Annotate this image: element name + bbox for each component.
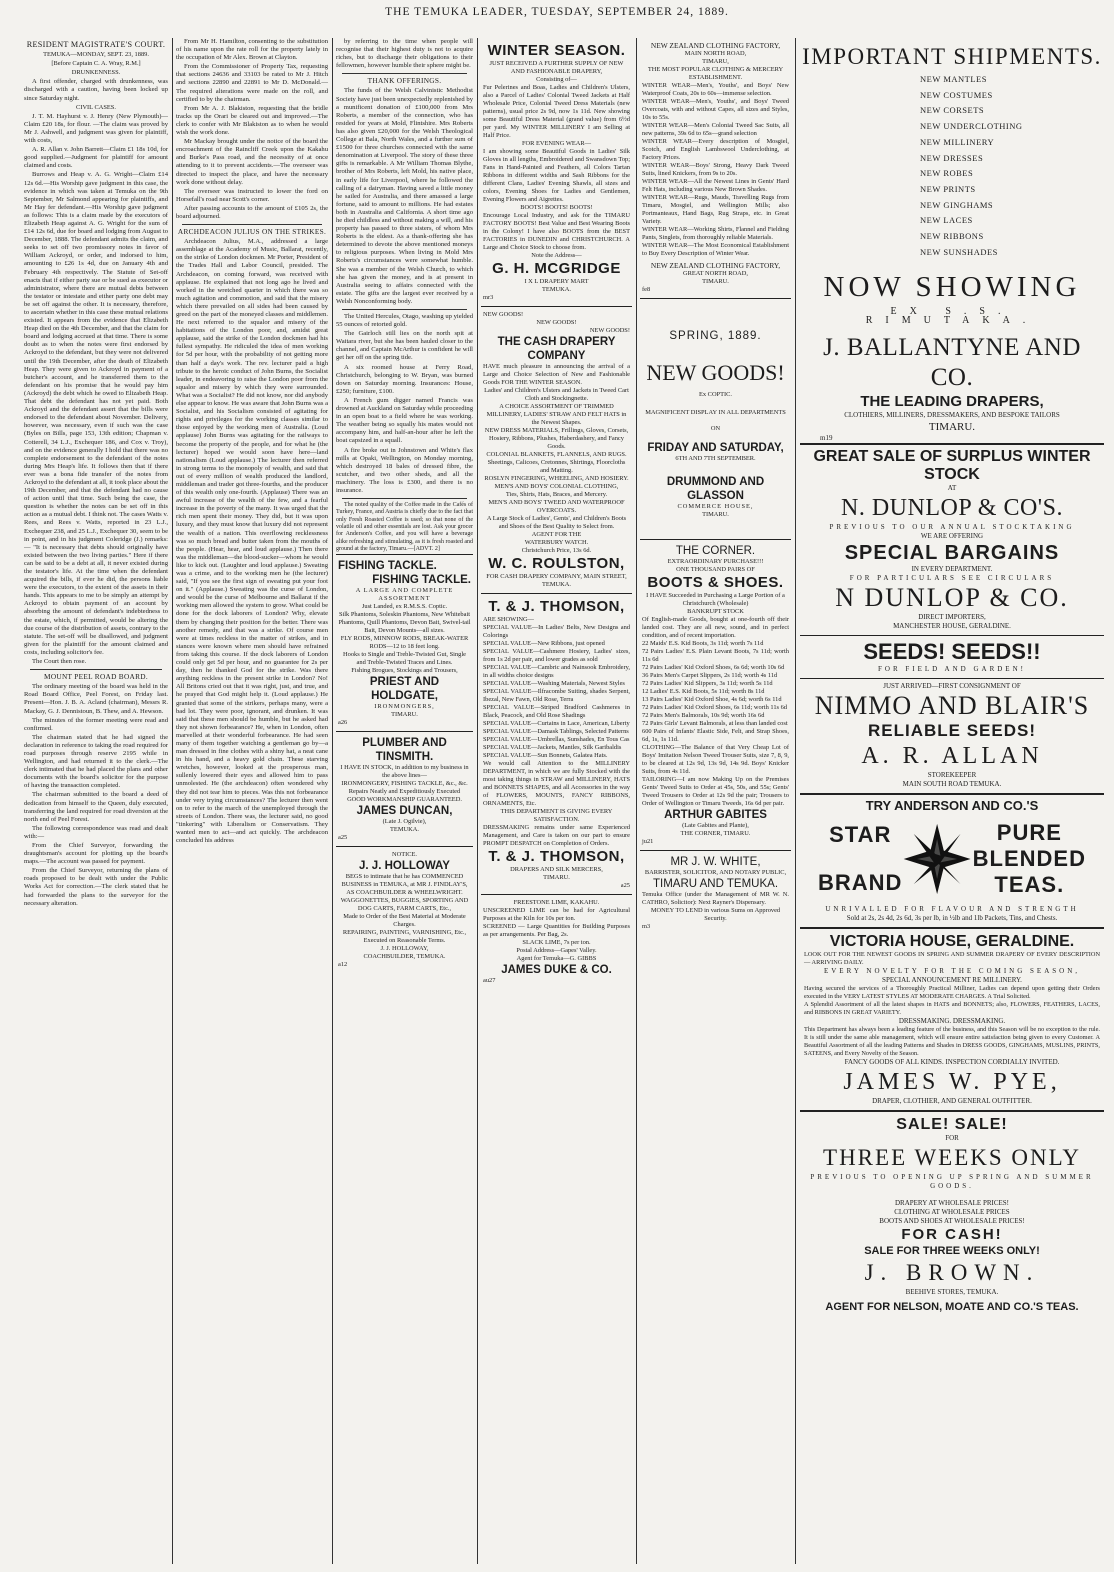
advert-line: TEMUKA. [542,286,571,293]
advert-line: DIRECT IMPORTERS, [918,612,986,621]
divider [342,73,467,74]
paragraph: The United Hercules, Otago, washing up yielded 55 ounces of retorted gold. [336,313,473,329]
advert-line: SPECIAL VALUE—Damask Tablings, Selected Patterns [483,728,629,735]
advert-spring [640,298,791,539]
paragraph: A. R. Allan v. John Barrett—Claim £1 18s 10d, for good supplied.—Judgment for plaintiff for amount claimed and costs. [24,146,168,170]
advert-line: WINTER WEAR—Working Shirts, Flannel and Fielding Pants, Singlets, from thoroughly reliable Materials. [642,226,789,241]
section-heading: ARCHDEACON JULIUS ON THE STRIKES. [177,227,327,237]
advert-line: I am showing some Beautiful Goods in Ladies' Silk Gloves in all lengths, Embroidered and Swansdown Top; Fans in Hand-Painted and Feathers, all Colors Tartan Ribbons in different widths and Sash Ribbons for the different Clans, Ladies' Evening Shawls, all sizes and colors, Evening Shoes for Ladies and Gentlemen, Evening Flowers and Aigrettes. [483,148,630,203]
advert-title: BOOTS & SHOES. [647,574,784,591]
price-line: 12 Ladies' E.S. Kid Boots, 5s 11d; worth 8s 11d [642,688,765,695]
column-rule [636,38,637,1564]
advert-lime [481,894,632,989]
advertiser-name: T. & J. THOMSON, [488,848,625,865]
paragraph: The ordinary meeting of the board was held in the Road Board Office, Peel Forest, on Friday last. Present—Hon. J. B. A. Acland (chairman), Messrs R. Mackay, G. J. Dennistoun, B. Thew, and A. Hewson. [24,683,168,715]
advert-line: MEN'S AND BOYS' COLONIAL CLOTHING, [494,483,619,490]
advert-line: DRAPERS AND SILK MERCERS, [510,866,603,873]
advert-line: ONE THOUSAND PAIRS OF [676,566,755,573]
advert-line: FOR [945,1133,959,1142]
advert-word: BLENDED [972,845,1086,871]
advert-line: PREVIOUS TO OUR ANNUAL STOCKTAKING [829,522,1075,531]
advert-line: THE CORNER, TIMARU. [680,830,751,837]
list-item: NEW ROBES [920,168,974,179]
price-line: 72 Pairs Ladies' Kid Slippers, 3s 11d; worth 5s 11d [642,680,773,687]
paragraph: J. T. M. Hayhurst v. J. Henry (New Plymouth)—Claim £20 18s, for flour. —The claim was proved by Mr J. Ashwell, and judgment was given for plaintiff, with costs, [24,112,168,145]
advert-word: STAR [829,821,892,847]
advert-line: TIMARU AND TEMUKA. [652,878,779,890]
divider [342,498,467,499]
advertiser-name: J. BALLANTYNE AND CO. [823,333,1081,391]
advert-code: mr3 [483,294,494,301]
advert-title: THE CORNER. [675,545,756,557]
advert-line: ON [710,425,721,432]
advert-line: Made to Order of the Best Material at Moderate Charges. [343,913,466,929]
advert-line: SPECIAL VALUE—Cashmere Hosiery, Ladies' sizes, from 1s 2d per pair, and lower grades as sold [483,648,630,663]
advert-word: TEAS. [994,871,1065,897]
advert-line: NEW DRESS MATERIALS, Frillings, Gloves, Corsets, Hosiery, Ribbons, Plushes, Haberdashery, and Fancy Goods. [484,427,629,450]
advert-title: FISHING TACKLE. [338,560,437,573]
paragraph: From the Chief Surveyor, returning the plans of roads proposed to be dealt with under the Public Works Act for correction.—The clerk stated that he had forwarded the plans to the surveyor for the necessary alteration. [24,867,168,907]
advert-line: DRAPERY AT WHOLESALE PRICES! [894,1198,1010,1207]
advert-title: SEEDS! SEEDS!! [863,638,1041,664]
advert-title: PLUMBER AND TINSMITH. [362,737,447,764]
advert-line: Of English-made Goods, bought at one-fourth off their landed cost. They are all new, sound, and in perfect condition, and of recent importation. [642,616,789,639]
advert-title: FOR CASH! [901,1225,1003,1243]
advert-code: a25 [338,834,348,842]
advert-title: WINTER SEASON. [487,42,626,59]
paragraph: The overseer was instructed to lower the ford on Horsefall's road near Scott's corner. [176,187,328,203]
advert-line: CLOTHING AT WHOLESALE PRICES [894,1207,1010,1216]
advert-line: SPECIAL VALUE—Curtains in Lace, American, Liberty [483,720,630,727]
advert-code: m3 [642,923,651,930]
paragraph: The minutes of the former meeting were read and confirmed. [24,716,168,732]
advert-line: DRESSMAKING. DRESSMAKING. [898,1016,1006,1025]
tea-left [818,822,902,896]
advert-line: WINTER WEAR—All the Newest Lines in Gents' Hard Felt Hats, including various New Brown Shades. [642,178,789,193]
advert-title: AGENT FOR NELSON, MOATE AND CO.'S TEAS. [825,1300,1079,1313]
advertiser-name: JAMES W. PYE, [843,1068,1061,1095]
advert-line: NOTICE. [391,851,418,859]
advert-line: I HAVE IN STOCK, in addition to my business in the above lines— [340,764,469,780]
advert-line: ARE SHOWING— [483,616,534,623]
advert-line: TIMARU. [928,420,976,433]
advert-line: BEEHIVE STORES, TEMUKA. [905,1287,999,1296]
section-heading: RESIDENT MAGISTRATE'S COURT. [26,40,166,49]
advert-line: SPECIAL VALUE—New Ribbons, just opened [483,640,605,647]
advert-fishing-tackle [336,554,473,731]
advertiser-name: JAMES DUKE & CO. [501,964,612,976]
paragraph: The chairman stated that he had signed the declaration in reference to taking the road required for road purposes through reserve 2195 while in Wellington, and had returned it to the clerk.—The clerk intimated that he had placed the plans and other documents with the board's solicitor for the purpose of having the transaction completed. [24,733,168,790]
advert-line: MAIN SOUTH ROAD TEMUKA. [902,779,1002,788]
advert-word: BRAND [818,869,903,895]
price-line: 22 Maids' E.S. Kid Boots, 3s 11d; worth 7s 11d [642,640,764,647]
advert-title: THREE WEEKS ONLY [823,1144,1081,1170]
advert-title: NOW SHOWING [823,271,1081,304]
advertiser-name: J. BROWN. [864,1259,1040,1285]
advert-plumber [336,731,473,846]
advert-the-corner [640,539,791,850]
advert-line: MONEY TO LEND in various Sums on Approved Security. [650,907,781,922]
advert-line: WE ARE OFFERING [920,531,984,540]
advert-line: SPECIAL VALUE—Jackets, Mantles, Silk Garibaldis [483,744,622,751]
dateline: TEMUKA—MONDAY, SEPT. 23, 1889. [43,51,149,59]
advert-line: FOR EVENING WEAR— [521,140,592,147]
advert-line: (Late Gabites and Plante), [682,822,749,829]
paragraph: The following correspondence was read and dealt with:— [24,824,168,840]
advert-title: FREESTONE LIME, KAKAHU. [513,899,600,906]
advert-title: NEW GOODS! [646,360,785,385]
advert-line: Having secured the services of a Thoroughly Practical Milliner, Ladies can depend upon getting their Orders executed in the VERY LATEST STYLES AT MODERATE CHARGES. A Trial Solicited. [804,984,1100,1000]
column-rule [172,38,173,1564]
column-6 [800,38,1104,1566]
advert-line: MAIN NORTH ROAD, [684,50,747,57]
advert-code: a12 [338,961,348,969]
advert-line: 6TH AND 7TH SEPTEMBER. [675,455,756,462]
advert-code: a25 [620,882,630,889]
advert-line: WINTER WEAR—Rugs, Mauds, Travelling Rugs from Timaru, Mosgiel, and Wellington Mills; also Portmanteaux, Hand Bags, Rug Straps, etc. in Great Variety. [642,194,789,225]
column-3 [336,38,473,1566]
advert-holloway [336,846,473,973]
advert-line: UNSCREENED LIME can be had for Agricultural Purposes at the Kiln for 10s per ton. [483,907,630,922]
paragraph: Burrows and Heap v. A. G. Wright—Claim £14 12s 6d.—His Worship gave judgment in this case, the evidence in which was taken at Temuka on the 9th September, Mr Salmond appearing for plaintiffs, and Mr Hay fer defendant.—His Worship gave judgment as follows: This is a claim made by the executors of Elizabeth Heap against A. G. Wright for the sum of £14 12s 6d, due for board and lodging from August to December, 1888. The defendant admits the claim, and seeks to set off two promissory notes in favor of William Ackroyd, or order, and indorsed to him, amounting to £26 1s 4d, due on January 4th and February 4th respectively. The Statute of Set-off enacts that if either party sue or be sued as executor or administrator, where there are mutual debts between the testator or intestate and either party one debt may be set off against the other. It is necessary, therefore, to ascertain whether in this case these mutual relations existed. It appears from the evidence that Elizabeth Heap died on the 4th December, and that the claim for board and lodging accrued at that time. There is some doubt as to when the notes were first endorsed by Ackroyd to the defendant, but they were not delivered until the 19th December, after the death of Elizabeth Heap. They were given to Ackroyd in payment of a butcher's account, and he transferred them to the defendant on his promise that he would pay him (Ackroyd) the debt which he owed to Elizabeth Heap. That debt the defendant has not yet paid. Both Ackroyd and the defendant assert that the bills were endorsed to the defendant about November. Delivery, however, was necessary, even if such was the case (Byles on Bills, page 153, 13th edition; Chapman v. Cotterell, 34 L.J., Exchequer 186, and Cox v. Troy), and on the evidence generally I hold that there was no complete endorsement to the defendant of the notes during Mrs Heap's life. It follows then that if there ever was a bona fide transfer of the notes from Ackroyd to the defendant at all, it took place about the 19th December, and that the defendant had no cause of action until that time. Such being the case, the question is whether the notes can be set off in this action as a mutual debt. I think not. The cases Watts v. Rees, and Rees v. Watts, reported in 23 L.J., Exchequer 238, and 25 L.J., Exchequer 30, seem to be in point, and in his judgment Coleridge (J.) remarks: — "It is necessary that debts should originally have existed between the two living parties." Here if there can be said to be a debt at all, it never existed during the testator's life. At the time when the defendant acquired the bills, if ever he did, the persons liable were the executors, to the extent of the assets in their hands. This appears to me to be simply an attempt by Ackroyd to obtain payment of an account by absorbing the amount of defendant's indebtedness to the estate, which, if permitted, would be altering the due course of the distribution of assets, contrary to the statute. The set-off will be disallowed, and judgment given for the plaintiff for the amount claimed and costs, including solicitor's fee. [24,171,168,656]
list-item: NEW MANTLES [920,74,987,84]
advert-line: TEMUKA. [390,826,419,834]
advert-line: EX S.S. RIMUTAKA. [865,306,1039,326]
list-item: NEW LACES [920,215,973,226]
advert-line: NEW GOODS! [536,319,577,326]
advert-line: MEN'S AND BOYS' TWEED AND WATERPROOF OVERCOATS. [488,499,625,514]
advert-line: NEW ZEALAND CLOTHING FACTORY, [650,261,781,270]
column-1 [24,38,168,1566]
subheading: DRUNKENNESS. [71,69,121,77]
paragraph: A fire broke out in Johnstown and White's flax mills at Opaki, Wellington, on Monday morning, which destroyed 18 bales of dressed fibre, the scutcher, and two other sheds, and all the machinery. The loss is £300, and there is no insurance. [336,446,473,494]
advert-line: Postal Address—Gapes' Valley. [516,947,597,954]
advert-anderson-tea [800,793,1104,927]
advert-line: HAVE much pleasure in announcing the arrival of a Large and Choice Selection of New and Fashionable Goods FOR THE WINTER SEASON. [483,363,630,386]
advert-line: (Late J. Ogilvie), [382,818,427,826]
section-heading: THANK OFFERINGS. [367,76,442,86]
advert-line: IN EVERY DEPARTMENT. [911,564,993,573]
advert-title: SALE! SALE! [896,1115,1008,1133]
advertiser-name: J. J. HOLLOWAY [359,860,450,873]
list-item: NEW RIBBONS [920,231,984,242]
advert-title: NIMMO AND BLAIR'S [814,690,1090,720]
paragraph: The funds of the Welsh Calvinistic Methodist Society have just been unexpectedly replenished by a munificent donation of £100,000 from Mrs Roberts, a member of the connection, who has resided for years at Mold, Flintshire. Mrs Roberts has also given £20,000 for the Welsh Theological College at Bala, North Wales, and a further sum of £1500 for three churches connected with the same denomination at Liverpool. The story of these three gifts is remarkable. A Mr William Thomas Blythe, brother of Mrs Roberts, left Mold, his native place, in early life for Liverpool, where he followed the calling of a dairyman. Having saved a little money he sailed for Australia, and there amassed a large fortune, said to amount to millions. He had estates both in Australia and California. A short time ago he died childless and without making a will, and his property has passed to three sisters, of whom Mrs Roberts is the eldest. As a thank-offering she has determined to devote the above mentioned moneys to religious purposes. When living in Mold Mrs Roberts's circumstances were somewhat humble. She was a member of the Welsh Church, to which she has given the money, and is at present in Australia seeing to affairs connected with the estate. The gifts are the largest ever received by a Welsh Nonconforming body. [336,87,473,305]
advert-cash-drapery [481,306,632,593]
price-line: 72 Pairs Ladies' E.S. Plain Levant Boots, 7s 11d; worth 11s 6d [642,648,789,663]
advert-line: Note the Address— [531,252,582,259]
advert-title: RELIABLE SEEDS! [867,720,1037,740]
price-line: 72 Pairs Men's Balmorals, 10s 9d; worth 16s 6d [642,712,765,719]
advertiser-name: ARTHUR GABITES [664,809,767,821]
advert-thomson [481,593,632,894]
advert-code: fe8 [642,286,651,293]
advert-line: Encourage Local Industry, and ask for the TIMARU FACTORY BOOTS! Best Value and Best Wearing Boots in the Colony! I have also BOOTS from the BEST FACTORIES in DUNEDIN and CHRISTCHURCH. A Large and Choice Stock to choose from. [483,212,630,251]
advert-title: TRY ANDERSON AND CO.'S [865,797,1039,813]
column-rule [477,38,478,1564]
advert-line: Ex COPTIC. [698,391,733,398]
advert-line: SPECIAL ANNOUNCEMENT RE MILLINERY. [882,975,1022,984]
advert-line: REPAIRING, PAINTING, VARNISHING, Etc., Executed on Reasonable Terms. [342,929,467,945]
advert-line: WATERBURY WATCH. [524,539,589,546]
advert-line: BEGS to intimate that he has COMMENCED BUSINESS in TEMUKA, at MR J. FINDLAY'S, AS COACHBUILDER & WHEELWRIGHT. [341,873,468,897]
paragraph: Archdeacon Julius, M.A., addressed a large assemblage at the Academy of Music, Ballarat, recently, on the strike of London dockmen. Mr Porter, President of the Trades Hall and Labor Council, presided. The Archdeacon, on coming forward, was received with applause. He explained that not long ago he lived and worked in the wretched quarter in which there was so much agitation and commotion, and said that the misery which there prevailed on all sides had been caused by greed on the part of the moneyed classes and middlemen. He next referred to the squalor and misery of the habitations of the London poor, and, amidst great applause, said the strike of the London dockmen had his fullest sympathy. He ridiculed the idea of men working for 5d per hour, with the probability of not getting more than half a day's work. The rev. lecturer paid a high tribute to the heroic conduct of John Burns, the Socialist leader, in endeavoring to raise the London poor from the squalor and misery by which they were surrounded. What was a Socialist? He did not know, nor did anybody else appear to know. He was aware that John Burns was a Socialist, and his Socialism consisted of agitating for rights and privileges for the working classes similar to those enjoyed by the working men of Australia. (Loud applause) John Burns was agitating for the railways to become the property of the people, and for what he (the lecturer) hoped we would soon have here—land nationalism (Loud applause.) The lecturer then referred in strong terms to the monopoly of wealth, and said that out of every million of wealth produced the landlord, middleman and trader got three-fourths, and the producer of this wealth only one-fourth. (Applause) There was an awful increase of the wealth of the few, and a fearful increase in the poverty of the many. It was urged that the rich men spent their money. They did, but it was upon luxury, and they must know that luxury did not represent the wealth of a nation. This overflowing recklessness was so much bread and butter taken from the mouths of the people. (Hear, hear, and loud applause.) Then there was the middleman—the blood-sucker—whom he would like to kick out. (Laughter and loud applause.) Sweating was a crime, and to the working men he (the lecturer) said, "If you see the first sign of sweating put your foot on it." (Applause.) Sweating was the curse of London, and would be the curse of Melbourne and Ballarat if the working men allowed the system to grow. What could be done for the dock laborers of London? Why, elevate them by changing their position for the better. There was another remedy, and that was a strike. Of course men were at times reckless in the matter of strikes, and in stances were known where men should have refrained from taking this course. If the dock laborers of London could only get 5d per hour, and no guarantee for 2s per day, then he thanked God for the strike. Was there anything reckless in the present strike in London? No! All Britons cried out that it was right, just, and true, and he prayed that God might help it. (Loud applause.) He granted that some of the strikers, perhaps many, were a bad lot. They were poor, ignorant, and drunken. It was said that these men should be humble, but he asked had they not shown forbearance? He, when in London, often marvelled at their wonderful forbearance. He had seen many of them together watching a gentleman go by—a man dressed in fine clothes with a shiny hat, a neat cane in his hand, and a heavy gold chain. These starving wretches, however, looked at the prosperous man, sullenly lowered their eyes and allowed him to pass unmolested. He (the archdeacon) often wondered why they did not tear him to pieces. Was this not forbearance under very trying circumstances? The lecturer then went on to refer to the march of the unemployed through the streets of London. There was, the lecturer said, no good "tinkering" with Liberalism or Conservatism. They wanted men to act—and act quickly. The archdeacon concluded his address [176,238,328,845]
advert-line: A LARGE AND COMPLETE ASSORTMENT [355,587,454,603]
advert-line: Ladies' and Children's Ulsters and Jackets in Tweed Cart Cloth and Stockingnette. [484,387,629,402]
advert-line: AT [947,483,957,492]
advert-line: THE MOST POPULAR CLOTHING & MERCERY ESTABLISHMENT. [647,66,784,81]
advert-title: VICTORIA HOUSE, GERALDINE. [829,932,1075,950]
advert-title: SPECIAL BARGAINS [844,541,1060,564]
paragraph: The Court then rose. [32,658,87,666]
advert-line: DRESSMAKING remains under same Experienced Management, and Care is taken on our part to ensure PROMPT DESPATCH on Completion of Orders. [483,824,630,847]
advert-word: PURE [996,819,1062,845]
advertiser-name: W. C. ROULSTON, [488,555,625,572]
advert-line: Fishing Brogues, Stockings and Trousers, [351,667,458,675]
column-4 [481,38,632,1566]
advert-line: THE LEADING DRAPERS, [860,392,1044,410]
paragraph: From the Chief Surveyor, forwarding the draughtsman's account for plotting up the board's maps.—The account was passed for payment. [24,842,168,866]
advertiser-name: DRUMMOND AND GLASSON [666,476,765,502]
advert-line: Sold at 2s, 2s 4d, 2s 6d, 3s per lb, in ½lb and 1lb Packets, Tins, and Chests. [846,913,1058,922]
advert-line: FOR FIELD AND GARDEN! [878,664,1026,673]
advert-line: AGENT FOR THE [531,531,582,538]
advert-title: FISHING TACKLE. [372,574,471,587]
advert-line: SPECIAL VALUE—Cambric and Nainsook Embroidery, in all widths choice designs [483,664,630,679]
paragraph: The chairman submitted to the board a deed of dedication from himself to the Queen, duly executed, transferring the land required for road diversion at the north end of Peel Forest. [24,791,168,823]
advert-line: SPECIAL VALUE—Sun Bonnets, Galatea Hats. [483,752,608,759]
advertiser-name: MR J. W. WHITE, [670,856,761,868]
advert-line: WINTER WEAR—Men's, Youths', and Boys' Tweed Overcoats, with and without Capes, all sizes and Styles, 10s to 55s. [642,98,789,121]
advert-line: LOOK OUT FOR THE NEWEST GOODS IN SPRING AND SUMMER DRAPERY OF EVERY DESCRIPTION — ARRIVING DAILY. [804,950,1100,966]
section-heading: MOUNT PEEL ROAD BOARD. [44,672,148,682]
advert-line: UNRIVALLED FOR FLAVOUR AND STRENGTH [825,904,1079,913]
advert-line: Hooks to Single and Treble-Twisted Gut, Single and Treble-Twisted Traces and Lines. [343,651,466,667]
advert-line: CLOTHIERS, MILLINERS, DRESSMAKERS, AND BESPOKE TAILORS [844,410,1060,419]
advert-seeds [800,635,1104,678]
advert-line: SPECIAL VALUE—In Ladies' Belts, New Designs and Colorings [483,624,630,639]
advert-code: ju21 [642,838,654,845]
advert-line: J. J. HOLLOWAY, [380,945,429,953]
advert-line: NEW GOODS! [589,327,630,334]
advert-line: We would call Attention to the MILLINERY DEPARTMENT, in which we are fully Stocked with the most taking things in STRAW and MILLINERY, HATS and BONNETS SHAPES, and all Accessories in the way of FLOWERS, MOUNTS, FANCY RIBBONS, ORNAMENTS, Etc. [483,760,630,807]
advert-line: BANKRUPT STOCK [687,608,744,615]
advert-line: WINTER WEAR—Boys' Strong, Heavy Dark Tweed Suits, lined Knickers, from 9s to 20s. [642,162,789,177]
advert-line: I X L DRAPERY MART [524,278,589,285]
price-line: 13 Pairs Ladies' Kid Oxford Shoe, 4s 6d; worth 6s 11d [642,696,782,703]
column-rule [332,38,333,1564]
advert-line: GREAT NORTH ROAD, [682,270,748,277]
list-item: NEW DRESSES [920,152,984,163]
advert-line: ROSLYN FINGERING, WHEELING, AND HOSIERY. [484,475,629,482]
advert-line: Consisting of— [536,76,577,83]
paragraph: The Gairloch still lies on the north spit at Waitara river, but she has been hauled closer to the channel, and Captain McArthur is confident he will get her off on the spring tide. [336,330,473,362]
advert-jw-white [640,850,791,935]
advertiser-name: PRIEST AND HOLDGATE, [369,676,440,703]
advert-line: WINTER WEAR—Every description of Mosgiel, Scotch, and English Lambswool Underclothing, at Factory Prices. [642,138,789,161]
advert-line: EXTRAORDINARY PURCHASE!!! [667,558,764,565]
advertiser-name: T. & J. THOMSON, [488,598,625,615]
advert-line: A Splendid Assortment of all the latest shapes in HATS and BONNETS; also, FLOWERS, FEATHERS, LACES, and RIBBONS IN GREAT VARIETY. [804,1000,1100,1016]
advert-line: MAGNIFICENT DISPLAY IN ALL DEPARTMENTS [645,409,786,416]
advert-line: TIMARU, [702,58,729,65]
advert-line: BOOTS AND SHOES AT WHOLESALE PRICES! [879,1216,1025,1225]
advert-line: GOOD WORKMANSHIP GUARANTEED. [347,796,462,804]
advert-line: IRONMONGERS, [374,703,435,711]
advert-line: FOR PARTICULARS SEE CIRCULARS [849,573,1055,582]
advert-line: WAGGONETTES, BUGGIES, SPORTING AND DOG CARTS, FARM CARTS, Etc., [340,897,469,913]
advert-code: m19 [820,433,833,442]
advert-line: Fur Pelerines and Boas, Ladies and Children's Ulsters, also a Parcel of Ladies' Colonial Tweed Jackets at Half Wholesale Price, Colonial Tweed Dress Materials (new patterns), usual price 2s 9d, now 1s 11d. New showing some Beautiful Dress Material (grand value) from 6½d per yard. My WINTER MILLINERY I am Selling at Half Price. [483,84,630,139]
advert-line: A CHOICE ASSORTMENT OF TRIMMED MILLINERY, LADIES' STRAW AND FELT HATS in the Newest Shapes. [486,403,627,426]
paragraph: A first offender, charged with drunkenness, was discharged with a caution, having been locked up since Saturday night. [24,78,168,102]
advert-line: THIS DEPARTMENT IS GIVING EVERY SATISFACTION. [500,808,613,823]
advert-line: IRONMONGERY, FISHING TACKLE, &c., &c. [341,780,468,788]
list-item: NEW SUNSHADES [920,246,998,257]
advert-line: TAILORING—I am now Making Up on the Premises Gents' Tweed Suits to Order at 45s, 50s, and 55s; Gents' Tweed Trousers to Order at 12s 9d the pair; Trousers to Order of Wellington or Timaru Tweeds, 16s 6d per pair. [642,776,789,807]
advert-line: SPECIAL VALUE—Striped Bradford Cashmeres in Black, Peacock, and Old Rose Shadings [483,704,630,719]
advert-line: MANCHESTER HOUSE, GERALDINE. [893,621,1011,630]
price-line: 72 Pairs Ladies' Kid Oxford Shoes, 6s 11d; worth 11s 6d [642,704,787,711]
column-2 [176,38,328,1566]
paragraph: From Mr H. Hamilton, consenting to the substitution of his name upon the rate roll for the property lately in the occupation of Mr Alex. Brown at Clayton. [176,38,328,62]
paragraph: Mr Mackay brought under the notice of the board the encroachment of the Raincliff Creek upon the Kakahu and Burke's Pass road, and the necessity of at once attending to it to prevent accidents.—The overseer was directed to inspect the place, and have the necessary work done without delay. [176,138,328,186]
advert-line: Sheetings, Calicoes, Cretonnes, Shirtings, Floorcloths and Matting. [487,459,626,474]
advert-brown-sale [800,1110,1104,1318]
advert-line: TIMARU. [391,711,418,719]
advert-line: I HAVE Succeeded in Purchasing a Large Portion of a Christchurch (Wholesale) [646,592,785,607]
divider [342,309,467,310]
advert-winter-season [481,38,632,306]
tea-right [973,820,1086,898]
court-bench: [Before Captain C. A. Wray, R.M.] [51,60,141,68]
price-line: 72 Pairs Girls' Levant Balmorals, at less than landed cost [642,720,788,727]
column-rule [795,38,796,1564]
advert-line: FANCY GOODS OF ALL KINDS. INSPECTION CORDIALLY INVITED. [844,1057,1060,1066]
advert-line: WINTER WEAR—Men's Colonial Tweed Sac Suits, all new patterns, 39s 6d to 65s—grand selection [642,122,789,137]
advert-line: Temuka Office (under the Management of MR W. N. CATHRO, Solicitor): Next Rayner's Dispensary. [642,891,789,906]
advert-line: TIMARU. [702,278,729,285]
star-logo-icon [902,815,972,903]
advert-dunlop [800,443,1104,635]
price-line: 36 Pairs Men's Carpet Slippers, 2s 11d; worth 4s 11d [642,672,778,679]
paragraph: by referring to the time when people will recognise that their highest duty is not to acquire riches, but to discharge their obligations to their fellowmen, however humble their sphere might be. [336,38,473,70]
advert-code: a26 [338,719,348,727]
advert-line: TIMARU. [543,874,570,881]
advert-paragraph: The noted quality of the Coffee made in the Cafés of Turkey, France, and Austria is chiefly due to the fact that only Fresh Roasted Coffee is used; so that none of the volatile oil and other essentials are lost. Ask your grocer for Anderson's Coffee, and you will have a beverage alike refreshing and stimulating, as it is fresh roasted and ground at the factory, Timaru.—[ADVT. 2] [336,502,473,552]
list-item: NEW CORSETS [920,105,985,116]
advertiser-name: N. DUNLOP & CO'S. [841,494,1063,521]
advert-line: BOOTS! BOOTS! BOOTS! [520,204,593,211]
advert-line: JUST ARRIVED—FIRST CONSIGNMENT OF [883,681,1021,690]
divider [30,669,162,670]
advert-title: SPRING, 1889. [669,330,762,342]
paragraph: From Mr A. J. Blakiston, requesting that the bridle tracks up the Orari be cleared out and improved.—The clerk to confer with Mr Blakiston as to when he would wish the work done. [176,104,328,137]
advert-title: IMPORTANT SHIPMENTS. [802,44,1102,69]
list-item: NEW MILLINERY [920,136,995,147]
advert-line: SCREENED — Large Quantities for Building Purposes as per arrangements. Per Bag, 2s. [483,923,630,938]
advert-line: SPECIAL VALUE—Umbrellas, Sunshades, En Tous Cas [483,736,630,743]
paragraph: From the Commissioner of Property Tax, requesting that sections 24636 and 33103 be rated to Mr J. Hitch and sections 22890 and 22891 to Mr D. McDonald.—The required alterations were made on the roll, and certified to by the chairman. [176,63,328,103]
advert-line: COLONIAL BLANKETS, FLANNELS, AND RUGS. [486,451,627,458]
advert-line: Repairs Neatly and Expeditiously Executed [348,788,461,796]
advert-line: STOREKEEPER [927,770,977,779]
list-item: NEW COSTUMES [920,89,993,100]
advert-line: SPECIAL VALUE—Washing Materials, Newest Styles [483,680,625,687]
advert-line: FRIDAY AND SATURDAY, [647,442,784,454]
advert-line: JUST RECEIVED A FURTHER SUPPLY OF NEW AND FASHIONABLE DRAPERY, [489,60,624,75]
advert-line: BARRISTER, SOLICITOR, AND NOTARY PUBLIC, [644,869,787,876]
paragraph: A French gum digger named Francis was drowned at Auckland on Saturday while proceeding in an open boat to a field where he was working. The weather being so squally his mates would not accompany him, and half-an-hour after he left the boat capsized in a squall. [336,396,473,445]
advert-line: A Large Stock of Ladies', Gents', and Children's Boots and Shoes of the Best Quality to Select from. [486,515,627,530]
masthead: THE TEMUKA LEADER, TUESDAY, SEPTEMBER 24, 1889. [385,6,729,18]
advert-line: COMMERCE HOUSE, [677,503,754,510]
price-line: 600 Pairs of Infants' Elastic Side, Felt, and Strap Shoes, 6d, 1s, 1s 11d. [642,728,789,743]
advert-line: FOR CASH DRAPERY COMPANY, MAIN STREET, TEMUKA. [486,573,627,588]
advert-title: THE CASH DRAPERY COMPANY [497,336,616,362]
advert-line: FLY RODS, MINNOW RODS, BREAK-WATER RODS—12 to 18 feet long. [340,635,469,651]
advertiser-name: N DUNLOP & CO. [835,582,1069,612]
advert-title: GREAT SALE OF SURPLUS WINTER STOCK [813,447,1091,483]
advert-line: Ties, Shirts, Hats, Braces, and Mercery. [505,491,608,498]
advert-title: SALE FOR THREE WEEKS ONLY! [864,1244,1040,1257]
advert-title: NEW ZEALAND CLOTHING FACTORY, [650,41,781,50]
advert-line: Agent for Temuka—G. GIBBS [516,955,597,962]
advertiser-name: G. H. MCGRIDGE [492,260,621,277]
price-line: 72 Pairs Ladies' Kid Oxford Shoes, 6s 6d; worth 10s 6d [642,664,785,671]
subheading: CIVIL CASES. [76,103,116,111]
paragraph: A six roomed house at Ferry Road, Christchurch, belonging to W. Bryan, was burned down on Saturday morning. Insurances: House, £250; furniture, £100. [336,363,473,395]
shipment-list [800,72,1104,260]
list-item: NEW UNDERCLOTHING [920,121,1023,132]
advert-line: NEW GOODS! [483,311,524,318]
advert-line: COACHBUILDER, TEMUKA. [363,953,446,961]
advert-victoria-house [800,927,1104,1110]
column-5 [640,38,791,1566]
advert-line: This Department has always been a leading feature of the business, and this Season will be no exception to the rule. It is still under the same able management, which will ensure entire satisfaction being given to every Customer. A Beautiful Assortment of all the leading Patterns and Shades in DRESS GOODS, GINGHAMS, MUSLINS, PRINTS, SATEENS, and Every Novelty of the Season. [804,1025,1100,1057]
advert-line: Just Landed, ex R.M.S.S. Coptic. [361,603,448,611]
advertiser-name: A. R. ALLAN [861,742,1043,769]
advert-line: EVERY NOVELTY FOR THE COMING SEASON, [823,966,1081,975]
advert-line: Silk Phantoms, Soleskin Phantoms, New Whitebait Phantoms, Quill Phantoms, Devon Bait, Swivel-tail Bait, Devon Mounts—all sizes. [338,611,471,635]
advert-line: WINTER WEAR—The Most Economical Establishment to Buy Every Description of Winter Wear. [642,242,789,257]
advert-allan [800,678,1104,793]
advert-line: TIMARU. [702,511,729,518]
advert-line: PREVIOUS TO OPENING UP SPRING AND SUMMER GOODS. [810,1172,1094,1190]
advert-line: Christchurch Price, 13s 6d. [521,547,592,554]
advert-nz-clothing [640,38,791,298]
paragraph: After passing accounts to the amount of £105 2s, the board adjourned. [176,204,328,220]
advert-code: au27 [483,977,496,984]
advert-line: DRAPER, CLOTHIER, AND GENERAL OUTFITTER. [872,1096,1032,1105]
advert-line: WINTER WEAR—Men's, Youths', and Boys' New Waterproof Coats, 20s to 60s—immense selection. [642,82,789,97]
advert-line: SLACK LIME, 7s per ton. [522,939,591,946]
list-item: NEW GINGHAMS [920,199,994,210]
divider [182,224,322,225]
tea-brand-panel [800,813,1104,905]
advert-line: SPECIAL VALUE—Ilfracombe Suiting, shades Serpent, Ibezal, New Fawn, Old Rose, Terra [483,688,630,703]
advert-line: CLOTHING—The Balance of that Very Cheap Lot of Boys' Imitation Nelson Tweed Trouser Suits, size 7, 8, 9, to be cleared at 12s 9d, 13s 9d, 14s 9d. Boys' Knicker Suits, from 4s 11d. [642,744,789,775]
list-item: NEW PRINTS [920,183,976,194]
advertiser-name: JAMES DUNCAN, [356,805,453,818]
